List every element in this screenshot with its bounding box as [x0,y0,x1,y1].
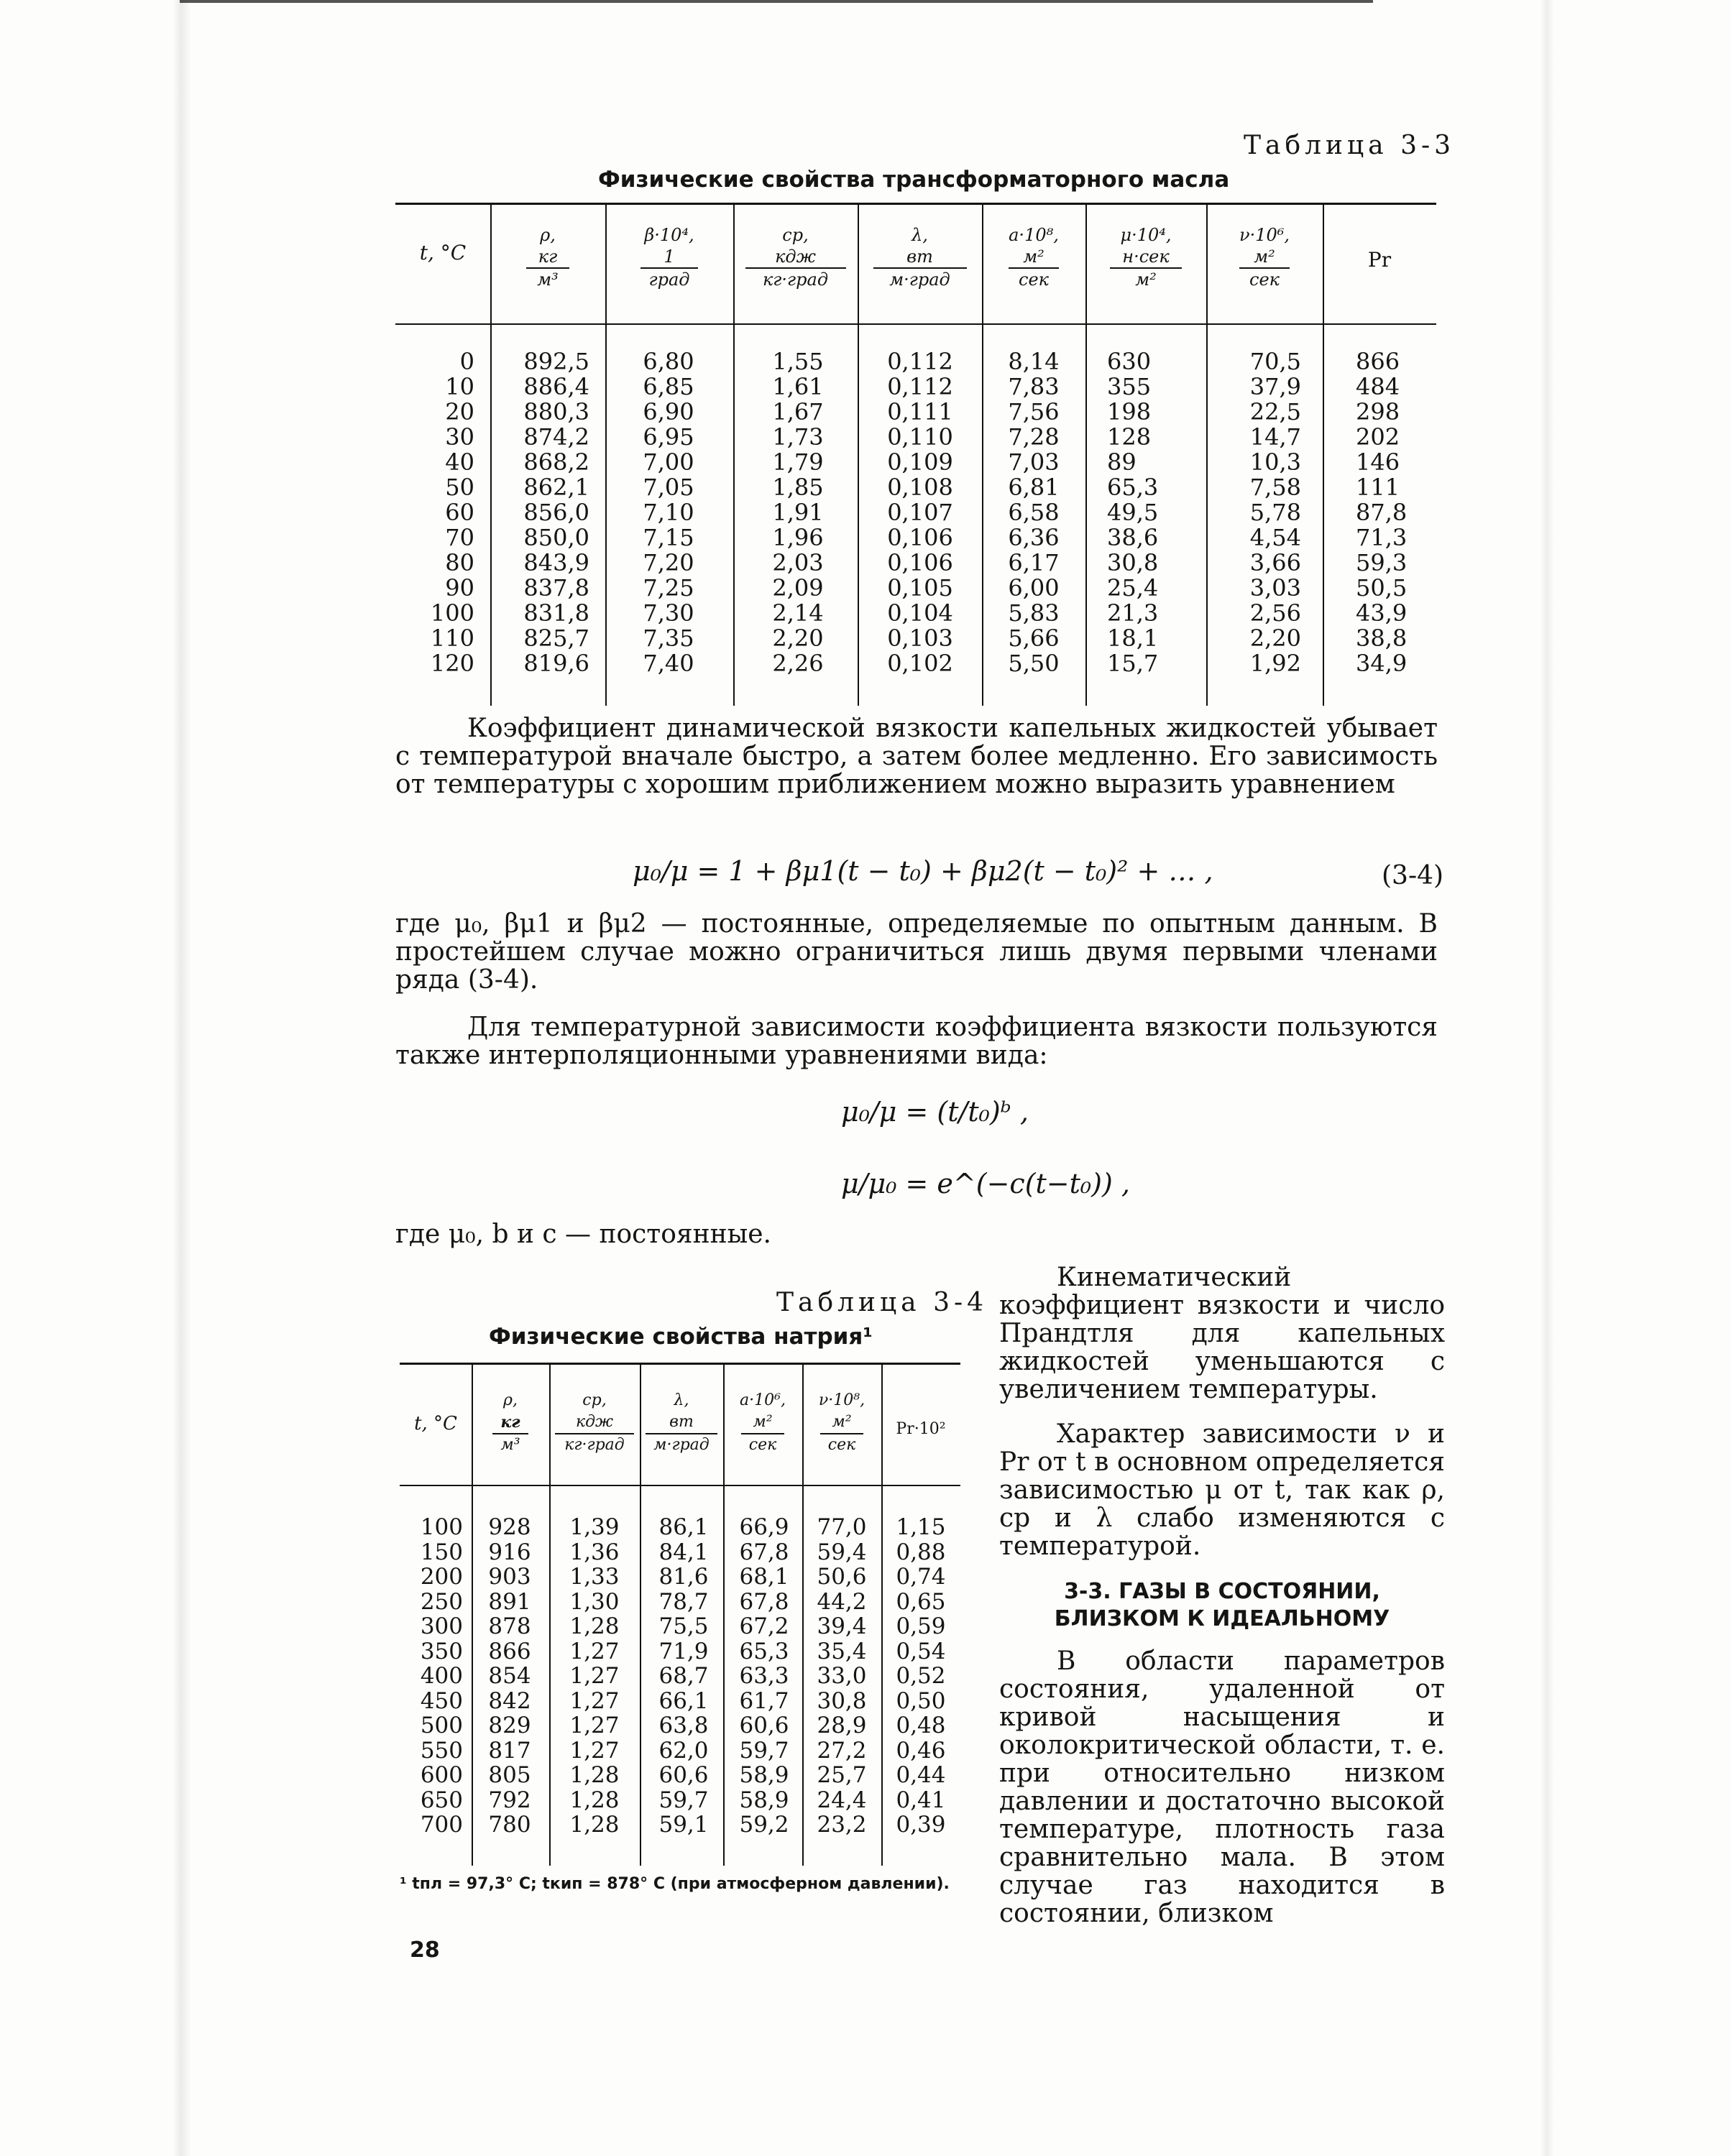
table2-header-t: t, °C [414,1413,457,1434]
table-cell: 38,6 [1107,524,1159,551]
table-cell: 7,25 [643,574,694,602]
table-cell: 68,7 [658,1663,709,1689]
table-cell: 84,1 [658,1539,709,1565]
table-cell: 2,56 [1249,599,1301,627]
table1-label: Таблица 3-3 [1244,131,1456,160]
table-cell: 1,27 [569,1687,620,1714]
table-cell: 66,9 [739,1514,789,1540]
table-cell: 25,4 [1107,574,1159,602]
table-cell: 3,66 [1249,549,1301,576]
table-cell: 0,104 [887,599,953,627]
table-cell: 1,27 [569,1737,620,1764]
table-cell: 1,36 [569,1539,620,1565]
table-cell: 71,3 [1356,524,1408,551]
table-cell: 50,5 [1356,574,1408,602]
table-cell: 819,6 [523,650,589,677]
table-cell: 850,0 [523,524,589,551]
table1-col-pr [1356,349,1420,676]
table-cell: 7,56 [1008,398,1060,425]
table1-col-a [998,349,1070,676]
table-cell: 59,1 [658,1812,709,1838]
paragraph-constants: где μ₀, βμ1 и βμ2 — постоянные, определяемые по опытным данным. В простейшем случае можно ограничиться лишь двумя первыми членами ряда (3-4). [395,909,1438,995]
table-cell: 62,0 [658,1737,709,1764]
table-cell: 0,74 [896,1564,946,1590]
table-cell: 0,107 [887,499,953,526]
table-cell: 400 [420,1663,463,1689]
table-cell: 1,91 [772,499,824,526]
table-cell: 100 [430,599,474,627]
table-cell: 20 [445,398,474,425]
table-cell: 1,28 [569,1613,620,1639]
table1-header-a: a·10⁸, м² сек [1009,225,1059,290]
table-cell: 80 [445,549,474,576]
table-cell: 100 [420,1514,463,1540]
table-cell: 831,8 [523,599,589,627]
table-cell: 15,7 [1107,650,1159,677]
right-paragraph-gases: В области параметров состояния, удаленной от кривой насыщения и околокритической области, т. е. при относительно низком давлении и достаточно высокой температуре, плотность газа сравнительно мала. В этом случае газ находится в состоянии, близком [999,1646,1445,1928]
table-cell: 8,14 [1008,348,1060,375]
scan-right-shadow [1540,0,1554,2156]
table-cell: 0,44 [896,1762,946,1788]
table-cell: 23,2 [817,1812,867,1838]
table-cell: 28,9 [817,1713,867,1738]
table1-top-rule [395,203,1436,205]
table-cell: 5,66 [1008,625,1060,652]
table1-col-nu [1229,349,1301,676]
table-cell: 1,55 [772,348,824,375]
table2-header-rule [400,1485,960,1486]
table2-header-nu: ν·10⁸, м² сек [818,1391,866,1454]
table1-col-beta [633,349,704,676]
table-cell: 150 [420,1539,463,1565]
equation-3-4-number: (3-4) [1382,861,1444,890]
table-cell: 4,54 [1249,524,1301,551]
table-cell: 866 [1356,348,1400,375]
table-cell: 0,110 [887,423,953,451]
table-cell: 0,41 [896,1787,946,1813]
table-cell: 7,00 [643,448,694,476]
table-cell: 250 [420,1588,463,1615]
table-cell: 22,5 [1249,398,1301,425]
table-cell: 805 [488,1762,531,1788]
table-cell: 892,5 [523,348,589,375]
table-cell: 67,2 [739,1613,789,1639]
table1-header-rho: ρ, кг м³ [490,224,605,290]
table-cell: 1,79 [772,448,824,476]
table-cell: 856,0 [523,499,589,526]
table-cell: 146 [1356,448,1400,476]
table-cell: 43,9 [1356,599,1408,627]
table-cell: 891 [488,1588,531,1615]
right-paragraph-prandtl: Характер зависимости ν и Pr от t в основном определяется зависимостью μ от t, так как ρ, cp и λ слабо изменяются с температурой. [999,1419,1445,1561]
table-cell: 1,61 [772,373,824,400]
table2-col-pr [889,1515,953,1838]
table-cell: 81,6 [658,1564,709,1590]
scan-top-edge [180,0,1373,3]
table-cell: 34,9 [1356,650,1408,677]
table-cell: 0,39 [896,1812,946,1838]
table-cell: 39,4 [817,1613,867,1639]
table-cell: 903 [488,1564,531,1590]
table-cell: 7,20 [643,549,694,576]
table-cell: 6,90 [643,398,694,425]
table-cell: 25,7 [817,1762,867,1788]
table-cell: 1,27 [569,1638,620,1664]
table-cell: 866 [488,1638,531,1664]
table-cell: 2,20 [1249,625,1301,652]
table-cell: 0,102 [887,650,953,677]
table2-col-nu [809,1515,874,1838]
table-cell: 916 [488,1539,531,1565]
table-cell: 65,3 [1107,474,1159,501]
table2-top-rule [400,1363,960,1365]
table-cell: 825,7 [523,625,589,652]
table-cell: 59,2 [739,1812,789,1838]
table-cell: 7,58 [1249,474,1301,501]
table-cell: 59,4 [817,1539,867,1565]
table2-col-cp [562,1515,627,1838]
table-cell: 61,7 [739,1687,789,1714]
table-cell: 70 [445,524,474,551]
table-cell: 0,65 [896,1588,946,1615]
table-cell: 843,9 [523,549,589,576]
table-cell: 87,8 [1356,499,1408,526]
table-cell: 24,4 [817,1787,867,1813]
table-cell: 10 [445,373,474,400]
table-cell: 0 [459,348,474,375]
table-cell: 1,33 [569,1564,620,1590]
right-paragraph-kinematic: Кинематический коэффициент вязкости и число Прандтля для капельных жидкостей уменьшаются с увеличением температуры. [999,1263,1445,1404]
table-cell: 110 [430,625,474,652]
table2-col-lambda [651,1515,716,1838]
table1-header-nu: ν·10⁶, м² сек [1239,225,1290,290]
table-cell: 14,7 [1249,423,1301,451]
table-cell: 817 [488,1737,531,1764]
table-cell: 198 [1107,398,1152,425]
paragraph-viscosity: Коэффициент динамической вязкости капельных жидкостей убывает с температурой вначале быстро, а затем более медленно. Его зависимость от температуры с хорошим приближением можно выразить уравнением [395,714,1438,799]
table-cell: 71,9 [658,1638,709,1664]
table-cell: 38,8 [1356,625,1408,652]
table-cell: 0,106 [887,524,953,551]
table-cell: 0,50 [896,1687,946,1714]
table-cell: 49,5 [1107,499,1159,526]
table-cell: 2,03 [772,549,824,576]
table1-col-t [410,349,474,676]
table-cell: 1,39 [569,1514,620,1540]
table2 [400,1363,960,1866]
table-cell: 50 [445,474,474,501]
table-cell: 862,1 [523,474,589,501]
table-cell: 10,3 [1249,448,1301,476]
table-cell: 7,15 [643,524,694,551]
table1-header-t: t, °C [419,241,467,264]
table-cell: 35,4 [817,1638,867,1664]
table-cell: 0,108 [887,474,953,501]
table2-header-lambda: λ, вт м·град [640,1390,723,1456]
table-cell: 75,5 [658,1613,709,1639]
table1-header-lambda: λ, вт м·град [858,224,982,290]
table-cell: 6,81 [1008,474,1060,501]
table-cell: 63,8 [658,1713,709,1738]
table-cell: 63,3 [739,1663,789,1689]
table-cell: 7,40 [643,650,694,677]
table-cell: 66,1 [658,1687,709,1714]
table-cell: 40 [445,448,474,476]
table-cell: 928 [488,1514,531,1540]
table-cell: 111 [1356,474,1400,501]
table-cell: 7,83 [1008,373,1060,400]
table-cell: 90 [445,574,474,602]
table2-col-rho [485,1515,535,1838]
scan-left-shadow [173,0,191,2156]
table-cell: 1,67 [772,398,824,425]
table1-col-lambda [877,349,963,676]
table-cell: 878 [488,1613,531,1639]
table-cell: 67,8 [739,1539,789,1565]
table-cell: 1,85 [772,474,824,501]
table-cell: 886,4 [523,373,589,400]
table1-col-mu [1107,349,1186,676]
table-cell: 650 [420,1787,463,1813]
table-cell: 7,10 [643,499,694,526]
table-cell: 128 [1107,423,1152,451]
table-cell: 1,28 [569,1762,620,1788]
table-cell: 1,28 [569,1787,620,1813]
table-cell: 1,30 [569,1588,620,1615]
table-cell: 70,5 [1249,348,1301,375]
table2-col-a [732,1515,796,1838]
table-cell: 5,50 [1008,650,1060,677]
table-cell: 6,80 [643,348,694,375]
table-cell: 30,8 [1107,549,1159,576]
table-cell: 450 [420,1687,463,1714]
table-cell: 868,2 [523,448,589,476]
table-cell: 89 [1107,448,1137,476]
table-cell: 5,78 [1249,499,1301,526]
table-cell: 1,27 [569,1663,620,1689]
table1-vrule [1323,203,1324,706]
table-cell: 202 [1356,423,1400,451]
table-cell: 874,2 [523,423,589,451]
table-cell: 30,8 [817,1687,867,1714]
table-cell: 68,1 [739,1564,789,1590]
table-cell: 0,52 [896,1663,946,1689]
table-cell: 6,58 [1008,499,1060,526]
table-cell: 0,48 [896,1713,946,1738]
table-cell: 44,2 [817,1588,867,1615]
table1-col-cp [762,349,834,676]
table2-header-cp: cp, кдж кг·град [549,1390,640,1456]
table-cell: 7,35 [643,625,694,652]
equation-power: μ₀/μ = (t/t₀)ᵇ , [841,1096,1029,1128]
table-cell: 37,9 [1249,373,1301,400]
table-cell: 59,7 [739,1737,789,1764]
table-cell: 58,9 [739,1762,789,1788]
table2-col-t [405,1515,463,1838]
equation-exp: μ/μ₀ = e^(−c(t−t₀)) , [841,1168,1130,1199]
table-cell: 2,20 [772,625,824,652]
table-cell: 0,59 [896,1613,946,1639]
table-cell: 5,83 [1008,599,1060,627]
table-cell: 550 [420,1737,463,1764]
table1-header-pr: Pr [1367,248,1392,272]
table-cell: 298 [1356,398,1400,425]
table1-header-beta: β·10⁴, 1 град [605,224,733,290]
table1-col-rho [510,349,589,676]
table-cell: 355 [1107,373,1152,400]
table-cell: 59,7 [658,1787,709,1813]
table-cell: 6,95 [643,423,694,451]
table-cell: 7,05 [643,474,694,501]
table2-footnote: ¹ tпл = 97,3° C; tкип = 878° C (при атмосферном давлении). [400,1875,950,1893]
table-cell: 0,54 [896,1638,946,1664]
table-cell: 18,1 [1107,625,1159,652]
table2-label: Таблица 3-4 [776,1288,988,1317]
table-cell: 2,09 [772,574,824,602]
table-cell: 120 [430,650,474,677]
table-cell: 880,3 [523,398,589,425]
table-cell: 59,3 [1356,549,1408,576]
table-cell: 2,14 [772,599,824,627]
table-cell: 792 [488,1787,531,1813]
section-heading: 3-3. ГАЗЫ В СОСТОЯНИИ, БЛИЗКОМ К ИДЕАЛЬНОМУ [1054,1579,1390,1631]
table2-title: Физические свойства натрия¹ [489,1324,873,1350]
table-cell: 65,3 [739,1638,789,1664]
table-cell: 1,73 [772,423,824,451]
table1-header-cp: cp, кдж кг·град [733,224,858,290]
table-cell: 780 [488,1812,531,1838]
equation-3-4: μ₀/μ = 1 + βμ1(t − t₀) + βμ2(t − t₀)² + … , [633,855,1213,887]
table-cell: 0,106 [887,549,953,576]
table-cell: 6,85 [643,373,694,400]
table-cell: 842 [488,1687,531,1714]
paragraph-interpolation: Для температурной зависимости коэффициента вязкости пользуются также интерполяционными уравнениями вида: [395,1013,1438,1070]
table-cell: 27,2 [817,1737,867,1764]
table-cell: 60,6 [739,1713,789,1738]
table-cell: 0,109 [887,448,953,476]
table-cell: 0,112 [887,348,953,375]
table-cell: 700 [420,1812,463,1838]
table-cell: 7,03 [1008,448,1060,476]
table-cell: 6,17 [1008,549,1060,576]
table-cell: 837,8 [523,574,589,602]
table-cell: 3,03 [1249,574,1301,602]
table-cell: 630 [1107,348,1152,375]
table-cell: 60,6 [658,1762,709,1788]
table-cell: 30 [445,423,474,451]
table1 [395,203,1436,706]
table-cell: 58,9 [739,1787,789,1813]
table-cell: 86,1 [658,1514,709,1540]
table1-title: Физические свойства трансформаторного масла [598,167,1230,193]
table-cell: 0,105 [887,574,953,602]
table-cell: 484 [1356,373,1400,400]
table-cell: 7,28 [1008,423,1060,451]
page-number: 28 [410,1938,440,1963]
table-cell: 1,92 [1249,650,1301,677]
table2-header-pr: Pr·10² [896,1420,946,1438]
table-cell: 0,112 [887,373,953,400]
table-cell: 50,6 [817,1564,867,1590]
table1-header-rule [395,323,1436,325]
table-cell: 6,00 [1008,574,1060,602]
table-cell: 78,7 [658,1588,709,1615]
table-cell: 1,15 [896,1514,946,1540]
table-cell: 0,103 [887,625,953,652]
paragraph-constants-2: где μ₀, b и c — постоянные. [395,1220,771,1249]
table-cell: 0,111 [887,398,953,425]
table-cell: 0,88 [896,1539,946,1565]
table-cell: 60 [445,499,474,526]
table-cell: 1,27 [569,1713,620,1738]
table-cell: 1,96 [772,524,824,551]
table-cell: 0,46 [896,1737,946,1764]
table-cell: 854 [488,1663,531,1689]
table-cell: 21,3 [1107,599,1159,627]
table2-header-a: a·10⁶, м² сек [740,1391,786,1454]
table-cell: 6,36 [1008,524,1060,551]
table2-header-rho: ρ, кг м³ [472,1390,549,1456]
table-cell: 1,28 [569,1812,620,1838]
table-cell: 67,8 [739,1588,789,1615]
table-cell: 350 [420,1638,463,1664]
table1-header-mu: μ·10⁴, н·сек м² [1085,224,1206,290]
table-cell: 300 [420,1613,463,1639]
table-cell: 500 [420,1713,463,1738]
table-cell: 829 [488,1713,531,1738]
table-cell: 33,0 [817,1663,867,1689]
table-cell: 200 [420,1564,463,1590]
table-cell: 2,26 [772,650,824,677]
table-cell: 77,0 [817,1514,867,1540]
table-cell: 600 [420,1762,463,1788]
table-cell: 7,30 [643,599,694,627]
